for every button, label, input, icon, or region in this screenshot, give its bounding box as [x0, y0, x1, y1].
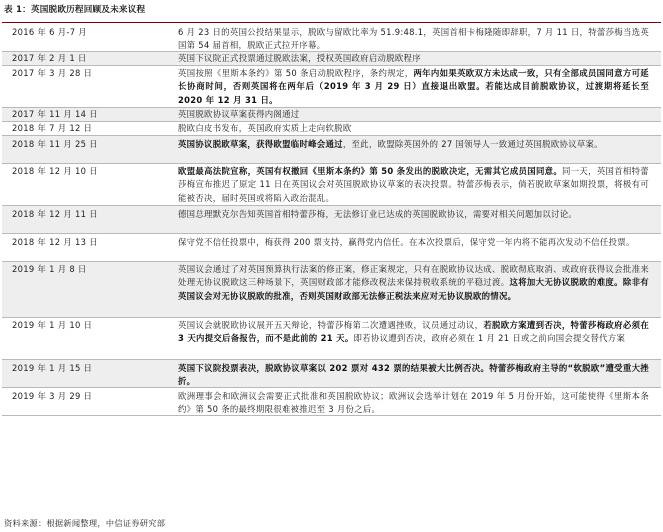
- row-event: [178, 138, 649, 151]
- table-row: [2, 52, 661, 66]
- event-text-bold: 英国下议院投票表决，脱欧协议草案以 202 票对 432 票的结果被大比例否决。特蕾莎梅政府主导的“软脱欧”遭受重大挫折。: [178, 363, 649, 387]
- row-date: 2018 年 11 月 25 日: [12, 139, 98, 149]
- row-date: 2017 年 2 月 1 日: [12, 53, 87, 63]
- event-text: 欧洲理事会和欧洲议会需要正式批准和英国脱欧协议；欧洲议会选举计划在 2019 年 5 月份开始，这可能使得《里斯本条约》第 50 条的最终期限很难被推迟至 3 月份之后。: [178, 391, 649, 415]
- row-event: [178, 108, 649, 121]
- table-row: [2, 388, 661, 416]
- row-date: 2017 年 11 月 14 日: [12, 109, 98, 119]
- table-row: [2, 122, 661, 136]
- row-event: [178, 390, 649, 416]
- row-date: 2018 年 12 月 10 日: [12, 166, 98, 176]
- row-event: [178, 362, 649, 388]
- event-text: 即若协议遭到否决，政府必须在 1 月 21 日或之前向国会提交替代方案: [353, 333, 626, 344]
- row-event: [178, 26, 649, 52]
- event-text: ，至此，欧盟除英国外的 27 国领导人一致通过英国脱欧协议草案。: [342, 139, 603, 149]
- row-date: 2019 年 1 月 8 日: [12, 264, 87, 274]
- event-text: 英国下议院正式投票通过脱欧法案，授权英国政府启动脱欧程序: [178, 53, 421, 63]
- table-caption: 表 1：英国脱欧历程回顾及未来议程: [4, 5, 146, 15]
- event-text: 英国议会就脱欧协议展开五天辩论，特蕾莎梅第二次遭遇挫败，议员通过动议，: [178, 320, 484, 330]
- row-event: [178, 165, 649, 205]
- brexit-timeline-table: [2, 23, 661, 416]
- table-row: [2, 360, 661, 388]
- row-event: [178, 67, 649, 107]
- event-text: 英国按照《里斯本条约》第 50 条启动脱欧程序，条约规定，: [178, 68, 414, 78]
- event-text-bold: 若脱欧方案遭到否决，特蕾莎梅政府必须在 3 天内提交后备报告，而不是此前的 21 天。: [178, 320, 650, 344]
- row-event: [178, 122, 649, 135]
- table-row: [2, 108, 661, 122]
- row-event: [178, 263, 649, 303]
- event-text: 脱欧白皮书发布，英国政府实质上走向软脱欧: [178, 123, 352, 133]
- row-date: 2019 年 1 月 10 日: [12, 320, 93, 330]
- row-date: 2018 年 7 月 12 日: [12, 123, 93, 133]
- row-date: 2019 年 3 月 29 日: [12, 391, 93, 401]
- row-date: 2017 年 3 月 28 日: [12, 68, 93, 78]
- table-row: [2, 136, 661, 164]
- event-text: 6 月 23 日的英国公投结果显示，脱欧与留欧比率为 51.9:48.1，英国首相卡梅隆随即辞职，7 月 11 日，特蕾莎梅当选英国第 54 届首相，脱欧正式拉开序幕。: [178, 27, 649, 51]
- table-row: [2, 262, 661, 318]
- event-text-bold: 这将加大无协议脱欧的难度。除非有英国议会对无协议脱欧的批准，否则英国财政部无法修正税法来应对无协议脱欧的情况。: [178, 277, 649, 301]
- source-note: 资料来源：根据新闻整理，中信证券研究部: [4, 518, 166, 528]
- row-event: [178, 52, 649, 65]
- event-text-bold: 欧盟最高法院宣称，英国有权撤回《里斯本条约》第 50 条发出的脱欧决定，无需其它成员国同意。: [178, 166, 563, 176]
- row-date: 2018 年 12 月 13 日: [12, 237, 98, 247]
- row-date: 2018 年 12 月 11 日: [12, 209, 98, 219]
- row-date: 2019 年 1 月 15 日: [12, 363, 93, 373]
- table-row: [2, 318, 661, 360]
- table-row: [2, 206, 661, 234]
- table-row: [2, 234, 661, 262]
- event-text: 德国总理默克尔告知英国首相特蕾莎梅，无法修订业已达成的英国脱欧协议，需要对相关问题加以讨论。: [178, 209, 578, 219]
- event-text: 英国脱欧协议草案获得内阁通过: [178, 109, 300, 119]
- event-text: 英国议会通过了对英国预算执行法案的修正案，修正案规定，只有在脱欧协议达成、脱欧彻底取消、或政府获得议会批准来处理无协议脱欧这三种场景下，英国财政部才能修改税法来保持税收系统的平稳过渡。: [178, 264, 649, 288]
- table-row: [2, 164, 661, 206]
- row-event: [178, 236, 649, 249]
- table-row: [2, 66, 661, 108]
- event-text-bold: 两年内如果英欧双方未达成一致，只有全部成员国同意方可延长协商时间，否则英国将在两年后（2019 年 3 月 29 日）直接退出欧盟。若能达成目前脱欧协议，过渡期将延长至 2020 年 12 月 31 日。: [178, 68, 649, 105]
- event-text: 同一天，英国首相特蕾莎梅宣布推迟了原定 11 日在英国议会对英国脱欧协议草案的表决投票。特蕾莎梅表示，倘若脱欧草案如期投票，将极有可能被否决，届时英国或将陷入政治混乱。: [178, 166, 649, 203]
- row-event: [178, 319, 649, 346]
- event-text: 保守党不信任投票中，梅获得 200 票支持，赢得党内信任。在本次投票后，保守党一年内将不能再次发动不信任投票。: [178, 237, 635, 247]
- row-event: [178, 208, 649, 221]
- row-date: 2016 年 6 月-7 月: [12, 27, 87, 37]
- event-text-bold: 英国协议脱欧草案，获得欧盟临时峰会通过: [178, 139, 343, 149]
- table-row: [2, 23, 661, 52]
